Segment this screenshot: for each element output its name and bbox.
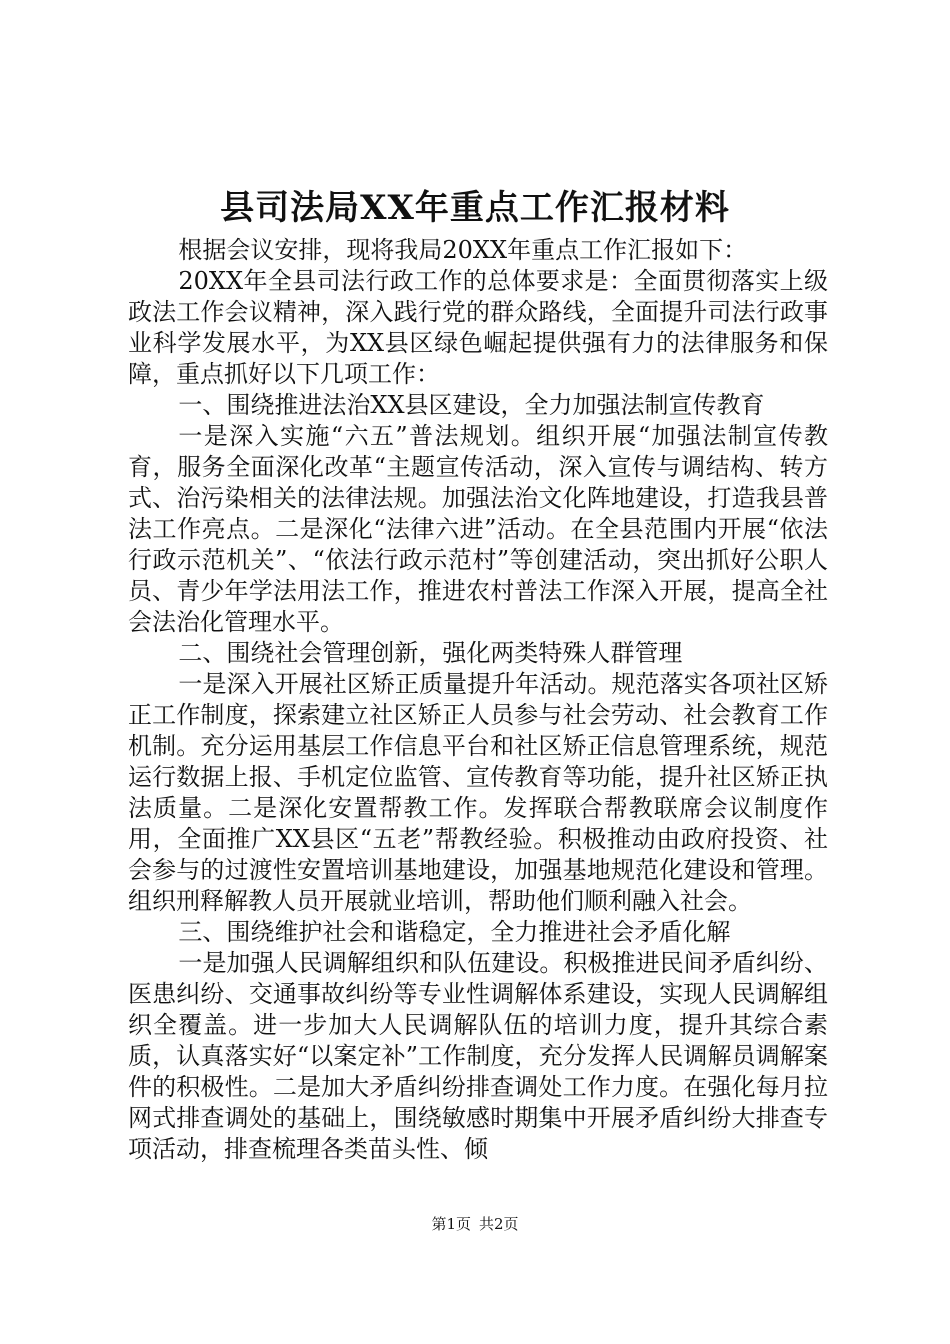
document-title: 县司法局XX年重点工作汇报材料	[220, 188, 730, 228]
page-number: 第1页	[431, 1215, 471, 1233]
page-total: 共2页	[479, 1215, 519, 1233]
section-heading-2: 二、围绕社会管理创新，强化两类特殊人群管理	[178, 639, 683, 667]
paragraph-section-2: 一是深入开展社区矫正质量提升年活动。规范落实各项社区矫正工作制度，探索建立社区矫正人员参与社会劳动、社会教育工作机制。充分运用基层工作信息平台和社区矫正信息管理系统，规范运行数据上报、手机定位监管、宣传教育等功能，提升社区矫正执法质量。二是深化安置帮教工作。发挥联合帮教联席会议制度作用，全面推广XX县区“五老”帮教经验。积极推动由政府投资、社会参与的过渡性安置培训基地建设，加强基地规范化建设和管理。组织刑释解教人员开展就业培训，帮助他们顺利融入社会。	[128, 670, 828, 915]
paragraph-section-3: 一是加强人民调解组织和队伍建设。积极推进民间矛盾纠纷、医患纠纷、交通事故纠纷等专业性调解体系建设，实现人民调解组织全覆盖。进一步加大人民调解队伍的培训力度，提升其综合素质，认真落实好“以案定补”工作制度，充分发挥人民调解员调解案件的积极性。二是加大矛盾纠纷排查调处工作力度。在强化每月拉网式排查调处的基础上，围绕敏感时期集中开展矛盾纠纷大排查专项活动，排查梳理各类苗头性、倾	[128, 949, 828, 1163]
paragraph-overall-requirements: 20XX年全县司法行政工作的总体要求是：全面贯彻落实上级政法工作会议精神，深入践行党的群众路线，全面提升司法行政事业科学发展水平，为XX县区绿色崛起提供强有力的法律服务和保障，重点抓好以下几项工作：	[128, 267, 828, 388]
section-heading-1: 一、围绕推进法治XX县区建设，全力加强法制宣传教育	[178, 391, 765, 419]
document-body	[128, 235, 828, 1165]
section-heading-3: 三、围绕维护社会和谐稳定，全力推进社会矛盾化解	[178, 918, 731, 946]
paragraph-section-1: 一是深入实施“六五”普法规划。组织开展“加强法制宣传教育，服务全面深化改革“主题宣传活动，深入宣传与调结构、转方式、治污染相关的法律法规。加强法治文化阵地建设，打造我县普法工作亮点。二是深化“法律六进”活动。在全县范围内开展“依法行政示范机关”、“依法行政示范村”等创建活动，突出抓好公职人员、青少年学法用法工作，推进农村普法工作深入开展，提高全社会法治化管理水平。	[128, 422, 828, 636]
page-footer	[0, 1212, 950, 1236]
paragraph-intro: 根据会议安排，现将我局20XX年重点工作汇报如下：	[178, 236, 748, 264]
